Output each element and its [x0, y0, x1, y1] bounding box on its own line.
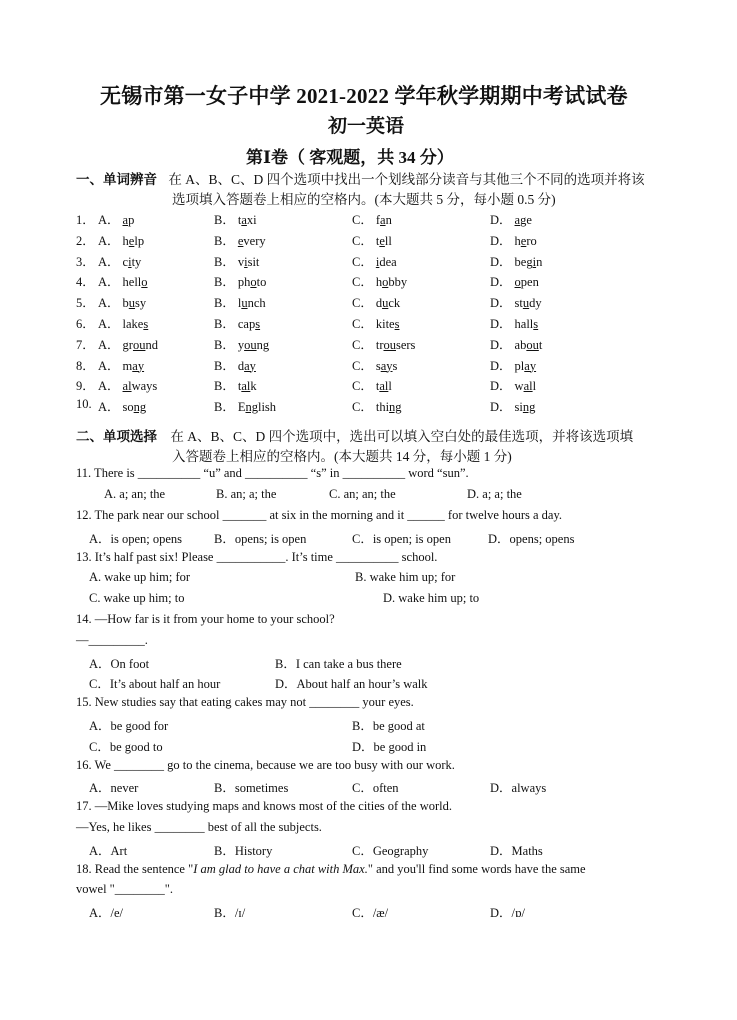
question-13-option-b: B. wake him up; for — [355, 570, 456, 584]
option-letter: B． — [214, 337, 235, 352]
underlined-letters: ay — [524, 358, 537, 373]
word-suffix: l — [532, 379, 537, 394]
option-letter: B． — [214, 358, 235, 373]
option-letter: A． — [98, 233, 120, 248]
question-12-stem: 12. The park near our school _______ at six in the morning and it ______ for twelve hours a day. — [76, 508, 563, 522]
option-b — [214, 335, 269, 353]
question-16-option-c: C．often — [352, 781, 399, 795]
underlined-letters: e — [128, 233, 135, 248]
option-b — [214, 376, 257, 394]
word-prefix: pl — [514, 358, 525, 373]
option-a — [98, 210, 134, 228]
word-prefix: s — [375, 358, 381, 373]
word-suffix: sers — [395, 337, 416, 352]
word-prefix: beg — [514, 254, 533, 269]
word-suffix: xi — [246, 213, 257, 227]
word-suffix: lp — [134, 233, 145, 248]
underlined-letters: ay — [244, 358, 256, 373]
underlined-letters: o — [141, 275, 148, 290]
underlined-letters: o — [514, 275, 521, 290]
option-letter: C． — [352, 358, 373, 373]
word-suffix: n — [385, 213, 392, 227]
option-letter: D． — [490, 317, 512, 331]
option-d — [490, 272, 539, 290]
option-c — [352, 376, 392, 394]
question-14-answer-line: —_________. — [76, 633, 148, 647]
section1-question-row — [0, 376, 737, 394]
underlined-letters: o — [250, 275, 257, 290]
section1-question-row — [0, 210, 737, 228]
option-letter: B． — [214, 213, 235, 227]
option-c — [352, 397, 402, 415]
section1-question-row — [0, 231, 737, 249]
word-prefix: h — [122, 233, 129, 248]
word-suffix: ways — [131, 379, 158, 394]
option-letter: C． — [352, 296, 373, 311]
section1-instruction — [76, 168, 645, 188]
word-suffix: sy — [135, 296, 147, 311]
question-number: 9． — [76, 379, 95, 394]
option-d — [490, 376, 536, 394]
question-15-option-d: D．be good in — [352, 740, 427, 754]
option-letter: A． — [98, 400, 120, 415]
word-prefix: d — [237, 358, 245, 373]
question-12-option-d: D．opens; opens — [488, 532, 575, 546]
word-prefix: t — [237, 213, 242, 227]
option-letter: C． — [352, 233, 373, 248]
option-b — [214, 210, 257, 228]
option-a — [98, 231, 144, 249]
question-number: 1． — [76, 213, 95, 227]
underlined-letters: ng — [133, 400, 147, 415]
word-prefix: kite — [375, 317, 395, 331]
section1-question-row — [0, 293, 737, 311]
option-b — [214, 252, 259, 270]
option-letter: C． — [352, 337, 373, 352]
option-a — [98, 314, 148, 332]
question-16-stem: 16. We ________ go to the cinema, because we are too busy with our work. — [76, 758, 455, 772]
word-prefix: tr — [375, 337, 384, 352]
word-suffix: ll — [384, 233, 392, 248]
section2-instruction-line2: 入答题卷上相应的空格内。(本大题共 14 分，每小题 1 分) — [172, 449, 512, 464]
section1-instruction-line1: 在 A、B、C、D 四个选项中找出一个划线部分读音与其他三个不同的选项并将该 — [168, 172, 645, 187]
word-prefix: b — [122, 296, 129, 311]
question-number: 7． — [76, 337, 95, 352]
word-prefix: lake — [122, 317, 144, 331]
exam-subtitle: 初一英语 — [328, 116, 405, 137]
section1-question-row — [0, 314, 737, 332]
word-suffix: to — [256, 275, 267, 290]
part-title: 第Ⅰ卷（ 客观题，共 34 分） — [246, 148, 454, 167]
word-prefix: hell — [122, 275, 142, 290]
underlined-letters: ay — [132, 358, 145, 373]
option-letter: B． — [214, 400, 235, 415]
option-c — [352, 252, 397, 270]
question-13-stem: 13. It’s half past six! Please ___________. It’s time __________ school. — [76, 550, 438, 564]
option-c — [352, 293, 400, 311]
underlined-letters: i — [128, 254, 132, 269]
underlined-letters: s — [255, 317, 261, 331]
word-prefix: v — [237, 254, 245, 269]
section1-question-row — [0, 272, 737, 290]
word-prefix: d — [375, 296, 383, 311]
word-prefix: l — [237, 296, 242, 311]
word-prefix: t — [375, 233, 380, 248]
word-prefix: h — [514, 233, 521, 248]
section1-instruction-line2: 选项填入答题卷上相应的空格内。(本大题共 5 分，每小题 0.5 分) — [172, 192, 556, 207]
question-15-stem: 15. New studies say that eating cakes may not ________ your eyes. — [76, 695, 414, 709]
word-suffix: dea — [379, 254, 397, 269]
question-14-option-a: A．On foot — [89, 657, 150, 671]
question-11-option-c: C. an; an; the — [329, 487, 396, 501]
underlined-letters: ay — [380, 358, 393, 373]
question-14-option-b: B．I can take a bus there — [275, 657, 402, 671]
option-letter: B． — [214, 317, 235, 331]
option-a — [98, 293, 146, 311]
question-17-option-b: B．History — [214, 844, 273, 858]
question-18-stem — [76, 862, 586, 877]
question-14-stem: 14. —How far is it from your home to your school? — [76, 612, 335, 626]
option-letter: A． — [98, 296, 120, 311]
word-prefix: E — [237, 400, 246, 415]
question-16-option-a: A．never — [89, 781, 139, 795]
word-suffix: ty — [131, 254, 142, 269]
underlined-letters: ou — [132, 337, 146, 352]
underlined-letters: s — [394, 317, 400, 331]
question-18-sentence: I am glad to have a chat with Max. — [193, 862, 368, 876]
question-12-option-b: B．opens; is open — [214, 532, 307, 546]
option-b — [214, 356, 256, 374]
question-18-option-b: B．/ɪ/ — [214, 906, 246, 920]
word-suffix: ge — [520, 213, 532, 227]
option-d — [490, 356, 536, 374]
option-c — [352, 314, 399, 332]
option-b — [214, 272, 266, 290]
option-letter: D． — [490, 358, 512, 373]
option-letter: D． — [490, 379, 512, 394]
word-suffix: s — [392, 358, 398, 373]
word-suffix: ro — [526, 233, 537, 248]
underlined-letters: ng — [522, 400, 536, 415]
option-d — [490, 314, 538, 332]
option-letter: A． — [98, 213, 120, 227]
question-17-option-a: A．Art — [89, 844, 128, 858]
option-b — [214, 314, 260, 332]
question-12-option-c: C．is open; is open — [352, 532, 451, 546]
option-a — [98, 376, 157, 394]
question-14-option-d: D．About half an hour’s walk — [275, 677, 428, 691]
word-suffix: sit — [247, 254, 260, 269]
question-11-option-b: B. an; a; the — [216, 487, 277, 501]
option-letter: B． — [214, 379, 235, 394]
word-suffix: bby — [388, 275, 408, 290]
underlined-letters: ou — [526, 337, 539, 352]
underlined-letters: a — [122, 213, 129, 227]
question-18-stem-pre: 18. Read the sentence " — [76, 862, 194, 876]
underlined-letters: e — [237, 233, 244, 248]
question-11-stem: 11. There is __________ “u” and __________ “s” in __________ word “sun”. — [76, 466, 469, 480]
option-a — [98, 397, 146, 415]
question-14-option-c: C．It’s about half an hour — [89, 677, 221, 691]
word-prefix: m — [122, 358, 133, 373]
word-suffix: nd — [145, 337, 158, 352]
word-prefix: t — [237, 379, 242, 394]
underlined-letters: a — [514, 213, 521, 227]
question-13-option-c: C. wake up him; to — [89, 591, 185, 605]
question-18-stem-post: " and you'll find some words have the same — [367, 862, 586, 876]
option-d — [490, 252, 542, 270]
word-prefix: si — [514, 400, 523, 415]
underlined-letters: s — [533, 317, 539, 331]
word-suffix: n — [536, 254, 543, 269]
option-letter: A． — [98, 317, 120, 331]
option-letter: A． — [98, 337, 120, 352]
option-a — [98, 335, 158, 353]
section2-heading: 二、单项选择 — [76, 429, 157, 444]
question-number: 10. — [76, 397, 92, 412]
underlined-letters: o — [382, 275, 389, 290]
underlined-letters: al — [523, 379, 533, 394]
option-d — [490, 293, 542, 311]
option-letter: C． — [352, 275, 373, 290]
word-prefix: st — [514, 296, 523, 311]
question-number: 4． — [76, 275, 95, 290]
question-18-line2: vowel "________". — [76, 882, 174, 896]
question-17-stem: 17. —Mike loves studying maps and knows most of the cities of the world. — [76, 799, 453, 813]
word-prefix: c — [122, 254, 129, 269]
section1-question-row — [0, 397, 737, 415]
word-prefix: w — [514, 379, 524, 394]
section1-question-row — [0, 252, 737, 270]
option-c — [352, 210, 392, 228]
option-letter: B． — [214, 254, 235, 269]
word-prefix: ab — [514, 337, 527, 352]
underlined-letters: ng — [245, 400, 258, 415]
question-17-line2: —Yes, he likes ________ best of all the subjects. — [76, 820, 322, 834]
underlined-letters: a — [241, 213, 247, 227]
question-17-option-c: C．Geography — [352, 844, 429, 858]
question-15-option-c: C．be good to — [89, 740, 163, 754]
section1-question-row — [0, 335, 737, 353]
section2-instruction — [76, 425, 633, 445]
option-letter: C． — [352, 317, 373, 331]
question-18-option-c: C．/æ/ — [352, 906, 389, 920]
word-suffix: ng — [256, 337, 270, 352]
word-suffix: very — [243, 233, 266, 248]
option-letter: C． — [352, 254, 373, 269]
option-letter: C． — [352, 400, 373, 415]
question-17-option-d: D．Maths — [490, 844, 543, 858]
underlined-letters: ou — [383, 337, 396, 352]
exam-title: 无锡市第一女子中学 2021-2022 学年秋学期期中考试试卷 — [100, 84, 628, 108]
underlined-letters: u — [522, 296, 530, 311]
underlined-letters: ng — [389, 400, 402, 415]
question-number: 2． — [76, 233, 95, 248]
underlined-letters: u — [382, 296, 389, 311]
option-d — [490, 231, 537, 249]
option-letter: D． — [490, 233, 512, 248]
word-suffix: lish — [257, 400, 277, 415]
underlined-letters: a — [380, 213, 386, 227]
option-letter: A． — [98, 358, 120, 373]
question-11-option-a: A. a; an; the — [104, 487, 166, 501]
option-c — [352, 272, 407, 290]
option-letter: D． — [490, 275, 512, 290]
option-letter: B． — [214, 296, 235, 311]
underlined-letters: i — [532, 254, 537, 269]
underlined-letters: i — [375, 254, 380, 269]
option-d — [490, 397, 535, 415]
question-11-option-d: D. a; a; the — [467, 487, 522, 501]
option-letter: D． — [490, 400, 512, 415]
question-16-option-b: B．sometimes — [214, 781, 289, 795]
word-prefix: so — [122, 400, 134, 415]
option-letter: D． — [490, 213, 512, 227]
option-letter: B． — [214, 275, 235, 290]
section2-instruction-line1: 在 A、B、C、D 四个选项中，选出可以填入空白处的最佳选项，并将该选项填 — [170, 429, 634, 444]
word-suffix: t — [538, 337, 543, 352]
option-letter: C． — [352, 213, 373, 227]
underlined-letters: al — [241, 379, 251, 394]
section1-question-row — [0, 356, 737, 374]
question-15-option-a: A．be good for — [89, 719, 169, 733]
question-13-option-a: A. wake up him; for — [89, 570, 191, 584]
question-number: 5． — [76, 296, 95, 311]
word-suffix: pen — [520, 275, 539, 290]
option-letter: A． — [98, 275, 120, 290]
word-suffix: p — [128, 213, 135, 227]
question-number: 3． — [76, 254, 95, 269]
option-c — [352, 231, 392, 249]
word-prefix: y — [237, 337, 245, 352]
underlined-letters: e — [379, 233, 385, 248]
option-letter: D． — [490, 337, 512, 352]
word-suffix: nch — [247, 296, 266, 311]
option-letter: D． — [490, 296, 512, 311]
underlined-letters: al — [379, 379, 389, 394]
section1-heading: 一、单词辨音 — [76, 172, 157, 187]
question-18-option-d: D．/ɒ/ — [490, 906, 526, 920]
option-b — [214, 397, 276, 415]
option-c — [352, 335, 415, 353]
underlined-letters: ou — [244, 337, 257, 352]
option-letter: C． — [352, 379, 373, 394]
question-15-option-b: B．be good at — [352, 719, 425, 733]
option-c — [352, 356, 397, 374]
word-prefix: thi — [375, 400, 390, 415]
word-prefix: t — [375, 379, 380, 394]
question-16-option-d: D．always — [490, 781, 547, 795]
word-suffix: ck — [388, 296, 401, 311]
word-suffix: dy — [529, 296, 542, 311]
option-letter: A． — [98, 254, 120, 269]
underlined-letters: u — [128, 296, 136, 311]
option-a — [98, 356, 144, 374]
word-prefix: hall — [514, 317, 534, 331]
option-b — [214, 231, 266, 249]
question-number: 8． — [76, 358, 95, 373]
underlined-letters: i — [244, 254, 248, 269]
word-prefix: f — [375, 213, 381, 227]
option-d — [490, 210, 532, 228]
word-prefix: ph — [237, 275, 251, 290]
underlined-letters: al — [122, 379, 132, 394]
option-letter: B． — [214, 233, 235, 248]
underlined-letters: e — [520, 233, 527, 248]
word-prefix: cap — [237, 317, 256, 331]
option-d — [490, 335, 542, 353]
question-18-option-a: A．/e/ — [89, 906, 124, 920]
option-letter: D． — [490, 254, 512, 269]
underlined-letters: s — [143, 317, 149, 331]
word-suffix: k — [250, 379, 257, 394]
option-letter: A． — [98, 379, 120, 394]
option-a — [98, 252, 141, 270]
word-prefix: gr — [122, 337, 133, 352]
option-b — [214, 293, 266, 311]
question-number: 6． — [76, 317, 95, 331]
option-a — [98, 272, 148, 290]
question-13-option-d: D. wake him up; to — [383, 591, 480, 605]
underlined-letters: u — [241, 296, 248, 311]
word-suffix: l — [388, 379, 392, 394]
question-12-option-a: A．is open; opens — [89, 532, 183, 546]
word-prefix: h — [375, 275, 383, 290]
